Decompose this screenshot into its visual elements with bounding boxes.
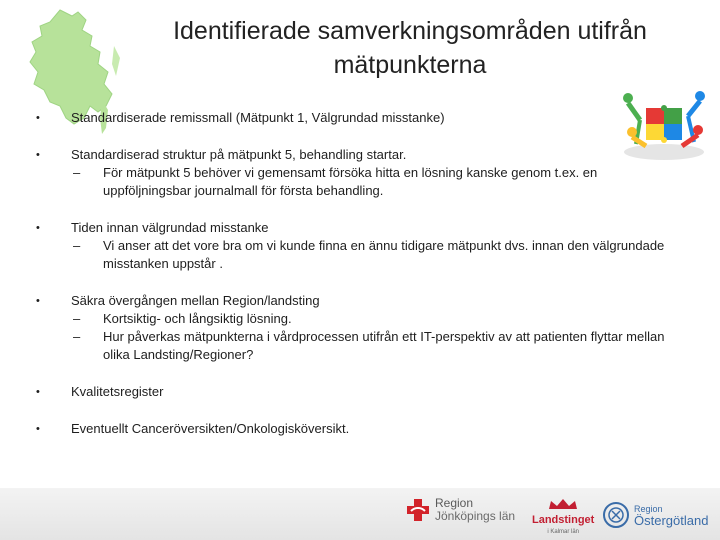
- logo-region-ostergotland: [602, 501, 708, 529]
- bullet-item: [36, 109, 676, 127]
- logo-landstinget-kalmar: [532, 497, 594, 538]
- bullet-item: [36, 146, 676, 200]
- sub-bullet-text: Vi anser att det vore bra om vi kunde finna en ännu tidigare mätpunkt dvs. innan den välgrundade misstanken uppstår .: [103, 238, 665, 271]
- red-cross-icon: [405, 497, 431, 523]
- bullet-item: [36, 420, 676, 438]
- sub-bullet-item: [71, 310, 676, 328]
- sub-bullet-marker: –: [73, 329, 81, 344]
- sub-bullet-marker: –: [73, 165, 81, 180]
- sub-bullet-item: [71, 237, 676, 273]
- sub-bullet-marker: –: [73, 238, 81, 253]
- bullet-list: [36, 109, 676, 457]
- bullet-text: • Eventuellt Canceröversikten/Onkologisköversikt.: [71, 421, 350, 436]
- slide-title-line-2: mätpunkterna: [333, 51, 487, 79]
- slide-title-line-1: Identifierade samverkningsområden utifrån: [173, 17, 647, 45]
- bullet-text: • Tiden innan välgrundad misstanke: [71, 220, 269, 235]
- logo-kalmar-line-1: Landstinget: [532, 514, 595, 526]
- crown-icon: [543, 497, 583, 511]
- bullet-text: • Standardiserad struktur på mätpunkt 5, behandling startar.: [71, 147, 407, 162]
- logo-region-jonkoping: [405, 497, 515, 523]
- bullet-text: • Kvalitetsregister: [71, 384, 164, 399]
- sub-bullet-item: [71, 164, 676, 200]
- sub-bullet-marker: –: [73, 311, 81, 326]
- griffin-emblem-icon: [602, 501, 630, 529]
- bullet-item: [36, 292, 676, 364]
- bullet-text: • Standardiserade remissmall (Mätpunkt 1, Välgrundad misstanke): [71, 110, 445, 125]
- logo-jonkoping-line-1: Region: [435, 496, 474, 510]
- logo-ostergotland-line-1: Region: [634, 504, 663, 514]
- bullet-item: [36, 219, 676, 273]
- sub-bullet-text: Hur påverkas mätpunkterna i vårdprocessen utifrån ett IT-perspektiv av att patienten flyttar mellan olika Landsting/Regioner?: [103, 329, 665, 362]
- logo-jonkoping-line-2: Jönköpings län: [435, 509, 516, 523]
- bullet-item: [36, 383, 676, 401]
- slide-title: [130, 14, 690, 82]
- sub-bullet-text: För mätpunkt 5 behöver vi gemensamt försöka hitta en lösning kanske genom t.ex. en uppföljningsbar journalmall för första behandling.: [103, 165, 598, 198]
- logo-kalmar-line-2: i Kalmar län: [547, 529, 580, 535]
- sub-bullet-item: [71, 328, 676, 364]
- logo-ostergotland-line-2: Östergötland: [634, 513, 709, 528]
- bullet-text: • Säkra övergången mellan Region/landsting: [71, 293, 320, 308]
- sub-bullet-text: Kortsiktig- och långsiktig lösning.: [103, 311, 292, 326]
